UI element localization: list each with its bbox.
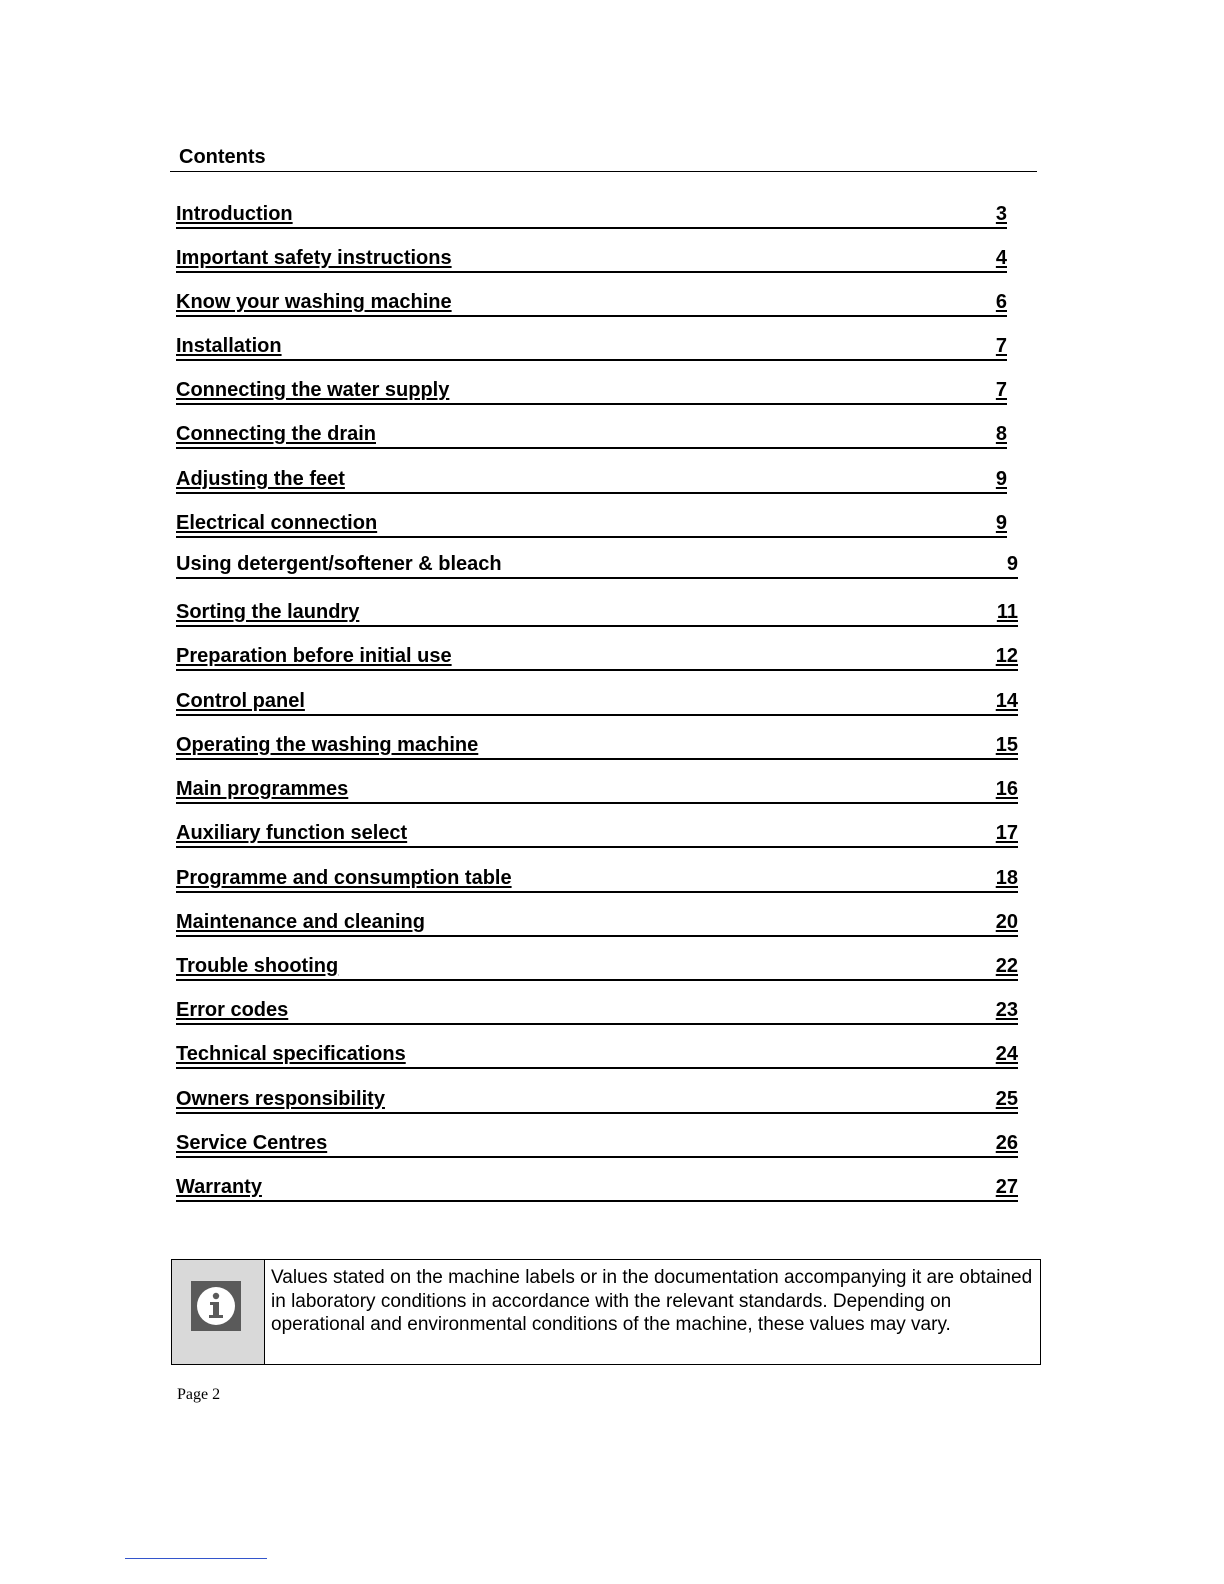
toc-entry-page: 23 <box>995 999 1018 1021</box>
toc-entry-introduction[interactable] <box>176 201 1007 229</box>
toc-entry-service-centres[interactable] <box>176 1130 1018 1158</box>
toc-entry-page: 6 <box>995 291 1007 313</box>
toc-entry-title: Main programmes <box>176 778 349 800</box>
toc-entry-important-safety-instructions[interactable] <box>176 245 1007 273</box>
info-icon-graphic <box>195 1285 237 1327</box>
toc-entry-title: Technical specifications <box>176 1043 406 1065</box>
toc-entry-know-your-washing-machine[interactable] <box>176 289 1007 317</box>
toc-entry-page: 16 <box>995 778 1018 800</box>
toc-entry-technical-specifications[interactable] <box>176 1041 1018 1069</box>
toc-entry-page: 12 <box>995 645 1018 667</box>
toc-entry-title: Warranty <box>176 1176 262 1198</box>
toc-entry-page: 17 <box>995 822 1018 844</box>
page-number: Page 2 <box>177 1386 221 1403</box>
toc-entry-programme-consumption-table[interactable] <box>176 865 1018 893</box>
toc-entry-page: 25 <box>995 1088 1018 1110</box>
toc-entry-title: Adjusting the feet <box>176 468 345 490</box>
contents-heading: Contents <box>179 146 266 168</box>
toc-entry-auxiliary-function-select[interactable] <box>176 820 1018 848</box>
toc-entry-maintenance-cleaning[interactable] <box>176 909 1018 937</box>
toc-entry-title: Maintenance and cleaning <box>176 911 425 933</box>
toc-entry-title: Using detergent/softener & bleach <box>176 553 502 575</box>
toc-entry-trouble-shooting[interactable] <box>176 953 1018 981</box>
toc-entry-title: Electrical connection <box>176 512 378 534</box>
info-note-text: Values stated on the machine labels or in the documentation accompanying it are obtained in laboratory conditions in accordance with the relevant standards. Depending on operational and environmental conditions of the machine, these values may vary. <box>271 1267 1033 1335</box>
toc-entry-title: Error codes <box>176 999 289 1021</box>
toc-entry-preparation-before-use[interactable] <box>176 643 1018 671</box>
toc-entry-operating-washing-machine[interactable] <box>176 732 1018 760</box>
toc-entry-title: Installation <box>176 335 282 357</box>
toc-entry-title: Trouble shooting <box>176 955 339 977</box>
toc-entry-control-panel[interactable] <box>176 688 1018 716</box>
toc-entry-page: 11 <box>996 601 1018 623</box>
toc-entry-installation[interactable] <box>176 333 1007 361</box>
toc-entry-page: 20 <box>995 911 1018 933</box>
toc-entry-page: 9 <box>995 512 1007 534</box>
toc-entry-page: 18 <box>995 867 1018 889</box>
toc-entry-page: 22 <box>995 955 1018 977</box>
toc-entry-title: Connecting the drain <box>176 423 376 445</box>
info-icon <box>191 1281 241 1331</box>
footer-rule <box>125 1558 267 1559</box>
toc-entry-title: Introduction <box>176 203 293 225</box>
toc-entry-title: Owners responsibility <box>176 1088 385 1110</box>
toc-entry-owners-responsibility[interactable] <box>176 1086 1018 1114</box>
info-note-box <box>171 1259 1041 1365</box>
toc-entry-page: 7 <box>995 335 1007 357</box>
toc-entry-title: Know your washing machine <box>176 291 452 313</box>
toc-entry-sorting-laundry[interactable] <box>176 599 1018 627</box>
toc-entry-title: Control panel <box>176 690 305 712</box>
toc-entry-title: Sorting the laundry <box>176 601 360 623</box>
toc-entry-title: Service Centres <box>176 1132 328 1154</box>
toc-entry-title: Important safety instructions <box>176 247 452 269</box>
contents-heading-bar <box>170 144 1037 172</box>
toc-entry-title: Programme and consumption table <box>176 867 512 889</box>
toc-entry-page: 9 <box>1006 553 1018 575</box>
toc-entry-page: 9 <box>995 468 1007 490</box>
toc-entry-title: Operating the washing machine <box>176 734 479 756</box>
toc-entry-page: 14 <box>995 690 1018 712</box>
toc-entry-title: Preparation before initial use <box>176 645 452 667</box>
toc-entry-title: Connecting the water supply <box>176 379 450 401</box>
toc-entry-error-codes[interactable] <box>176 997 1018 1025</box>
toc-entry-page: 7 <box>995 379 1007 401</box>
toc-entry-main-programmes[interactable] <box>176 776 1018 804</box>
toc-entry-page: 4 <box>995 247 1007 269</box>
toc-entry-connecting-water-supply[interactable] <box>176 377 1007 405</box>
toc-entry-electrical-connection[interactable] <box>176 510 1007 538</box>
toc-entry-warranty[interactable] <box>176 1174 1018 1202</box>
toc-entry-page: 8 <box>995 423 1007 445</box>
toc-entry-page: 26 <box>995 1132 1018 1154</box>
toc-entry-page: 3 <box>995 203 1007 225</box>
toc-entry-title: Auxiliary function select <box>176 822 408 844</box>
toc-entry-page: 27 <box>995 1176 1018 1198</box>
toc-entry-using-detergent[interactable] <box>176 551 1018 579</box>
toc-entry-adjusting-feet[interactable] <box>176 466 1007 494</box>
toc-entry-connecting-drain[interactable] <box>176 421 1007 449</box>
toc-entry-page: 24 <box>995 1043 1018 1065</box>
info-icon-cell <box>172 1260 265 1364</box>
toc-entry-page: 15 <box>995 734 1018 756</box>
